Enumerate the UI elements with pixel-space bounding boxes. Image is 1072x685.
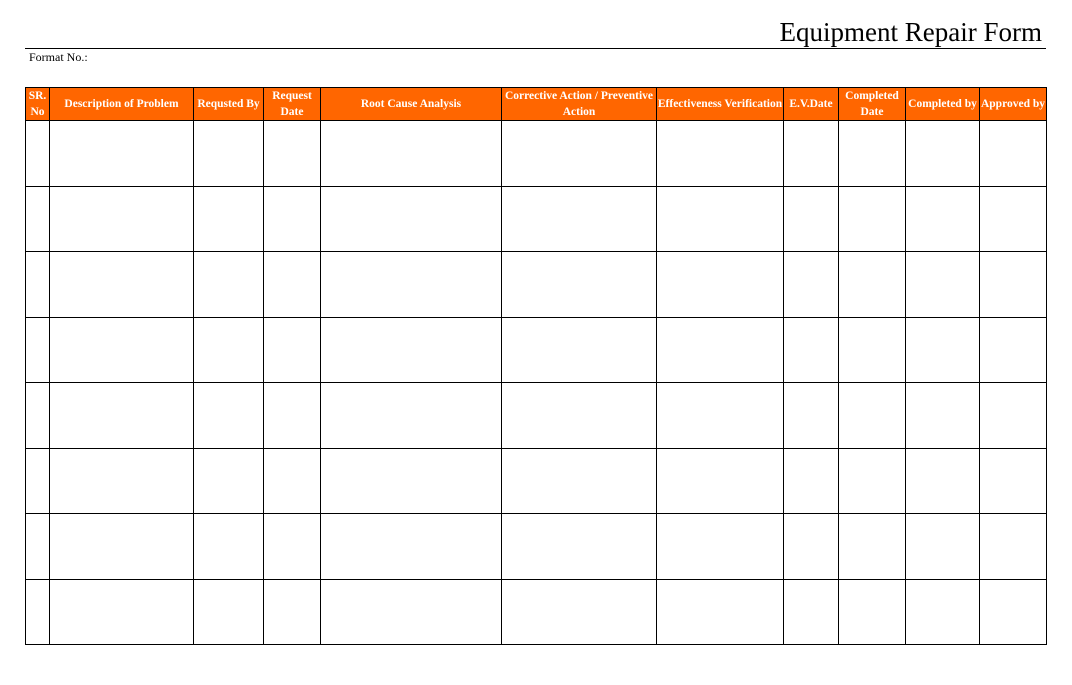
table-cell-completed-by[interactable] <box>906 579 980 645</box>
table-cell-corrective-action[interactable] <box>502 514 657 580</box>
column-header-effectiveness-verification: Effectiveness Verification <box>657 88 784 121</box>
table-cell-ev-date[interactable] <box>784 383 839 449</box>
table-cell-request-date[interactable] <box>264 186 321 252</box>
column-header-approved-by: Approved by <box>980 88 1047 121</box>
column-header-sr-no: SR. No <box>26 88 50 121</box>
table-cell-completed-by[interactable] <box>906 514 980 580</box>
table-cell-corrective-action[interactable] <box>502 252 657 318</box>
table-cell-sr-no[interactable] <box>26 317 50 383</box>
table-body <box>26 121 1047 645</box>
table-cell-root-cause[interactable] <box>321 448 502 514</box>
table-cell-completed-by[interactable] <box>906 317 980 383</box>
table-cell-requested-by[interactable] <box>194 448 264 514</box>
column-header-completed-date: Completed Date <box>839 88 906 121</box>
column-header-description-of-problem: Description of Problem <box>50 88 194 121</box>
table-cell-completed-date[interactable] <box>839 579 906 645</box>
table-cell-description[interactable] <box>50 121 194 187</box>
column-header-ev-date: E.V.Date <box>784 88 839 121</box>
table-cell-completed-date[interactable] <box>839 317 906 383</box>
table-cell-description[interactable] <box>50 514 194 580</box>
table-cell-approved-by[interactable] <box>980 317 1047 383</box>
table-cell-effectiveness[interactable] <box>657 121 784 187</box>
table-cell-sr-no[interactable] <box>26 579 50 645</box>
table-cell-root-cause[interactable] <box>321 514 502 580</box>
column-header-request-date: Request Date <box>264 88 321 121</box>
document-title: Equipment Repair Form <box>779 17 1042 47</box>
table-cell-description[interactable] <box>50 579 194 645</box>
table-cell-ev-date[interactable] <box>784 514 839 580</box>
table-cell-root-cause[interactable] <box>321 579 502 645</box>
table-cell-effectiveness[interactable] <box>657 579 784 645</box>
table-cell-requested-by[interactable] <box>194 252 264 318</box>
table-row <box>26 448 1047 514</box>
title-divider <box>25 48 1046 49</box>
table-cell-completed-by[interactable] <box>906 448 980 514</box>
table-cell-description[interactable] <box>50 448 194 514</box>
table-cell-completed-date[interactable] <box>839 448 906 514</box>
table-cell-ev-date[interactable] <box>784 448 839 514</box>
table-cell-requested-by[interactable] <box>194 317 264 383</box>
column-header-completed-by: Completed by <box>906 88 980 121</box>
table-row <box>26 579 1047 645</box>
table-cell-ev-date[interactable] <box>784 252 839 318</box>
table-cell-effectiveness[interactable] <box>657 317 784 383</box>
table-cell-completed-date[interactable] <box>839 514 906 580</box>
table-cell-approved-by[interactable] <box>980 383 1047 449</box>
table-cell-completed-by[interactable] <box>906 383 980 449</box>
table-cell-sr-no[interactable] <box>26 514 50 580</box>
table-cell-effectiveness[interactable] <box>657 252 784 318</box>
table-header-row <box>26 88 1047 121</box>
table-cell-corrective-action[interactable] <box>502 121 657 187</box>
table-cell-description[interactable] <box>50 317 194 383</box>
table-cell-corrective-action[interactable] <box>502 317 657 383</box>
table-cell-description[interactable] <box>50 252 194 318</box>
table-cell-root-cause[interactable] <box>321 383 502 449</box>
table-row <box>26 121 1047 187</box>
table-cell-corrective-action[interactable] <box>502 186 657 252</box>
table-cell-completed-date[interactable] <box>839 121 906 187</box>
table-cell-sr-no[interactable] <box>26 186 50 252</box>
table-cell-completed-date[interactable] <box>839 252 906 318</box>
table-cell-description[interactable] <box>50 186 194 252</box>
table-cell-approved-by[interactable] <box>980 186 1047 252</box>
table-cell-approved-by[interactable] <box>980 121 1047 187</box>
table-cell-effectiveness[interactable] <box>657 383 784 449</box>
table-cell-request-date[interactable] <box>264 448 321 514</box>
table-cell-request-date[interactable] <box>264 121 321 187</box>
table-cell-completed-by[interactable] <box>906 252 980 318</box>
column-header-requested-by: Requsted By <box>194 88 264 121</box>
table-cell-root-cause[interactable] <box>321 186 502 252</box>
table-cell-requested-by[interactable] <box>194 383 264 449</box>
table-cell-request-date[interactable] <box>264 383 321 449</box>
column-header-root-cause-analysis: Root Cause Analysis <box>321 88 502 121</box>
table-cell-requested-by[interactable] <box>194 514 264 580</box>
table-cell-sr-no[interactable] <box>26 252 50 318</box>
table-cell-completed-date[interactable] <box>839 186 906 252</box>
table-cell-effectiveness[interactable] <box>657 514 784 580</box>
table-row <box>26 252 1047 318</box>
table-row <box>26 317 1047 383</box>
format-number-label: Format No.: <box>29 50 88 64</box>
table-row <box>26 514 1047 580</box>
table-cell-ev-date[interactable] <box>784 579 839 645</box>
table-row <box>26 383 1047 449</box>
table-cell-approved-by[interactable] <box>980 448 1047 514</box>
table-cell-requested-by[interactable] <box>194 186 264 252</box>
table-cell-root-cause[interactable] <box>321 121 502 187</box>
table-cell-request-date[interactable] <box>264 514 321 580</box>
table-cell-request-date[interactable] <box>264 252 321 318</box>
table-cell-ev-date[interactable] <box>784 317 839 383</box>
table-cell-corrective-action[interactable] <box>502 448 657 514</box>
table-cell-approved-by[interactable] <box>980 579 1047 645</box>
column-header-corrective-action: Corrective Action / Preventive Action <box>502 88 657 121</box>
table-cell-corrective-action[interactable] <box>502 579 657 645</box>
table-cell-completed-date[interactable] <box>839 383 906 449</box>
table-cell-approved-by[interactable] <box>980 514 1047 580</box>
table-cell-ev-date[interactable] <box>784 121 839 187</box>
table-cell-root-cause[interactable] <box>321 317 502 383</box>
table-cell-completed-by[interactable] <box>906 186 980 252</box>
table-cell-requested-by[interactable] <box>194 121 264 187</box>
table-cell-request-date[interactable] <box>264 317 321 383</box>
table-cell-requested-by[interactable] <box>194 579 264 645</box>
table-cell-request-date[interactable] <box>264 579 321 645</box>
table-cell-approved-by[interactable] <box>980 252 1047 318</box>
table-cell-effectiveness[interactable] <box>657 448 784 514</box>
table-cell-completed-by[interactable] <box>906 121 980 187</box>
table-cell-root-cause[interactable] <box>321 252 502 318</box>
table-cell-sr-no[interactable] <box>26 383 50 449</box>
table-row <box>26 186 1047 252</box>
table-cell-effectiveness[interactable] <box>657 186 784 252</box>
table-cell-sr-no[interactable] <box>26 121 50 187</box>
table-cell-description[interactable] <box>50 383 194 449</box>
table-cell-ev-date[interactable] <box>784 186 839 252</box>
table-cell-sr-no[interactable] <box>26 448 50 514</box>
table-cell-corrective-action[interactable] <box>502 383 657 449</box>
repair-log-table <box>25 87 1047 645</box>
